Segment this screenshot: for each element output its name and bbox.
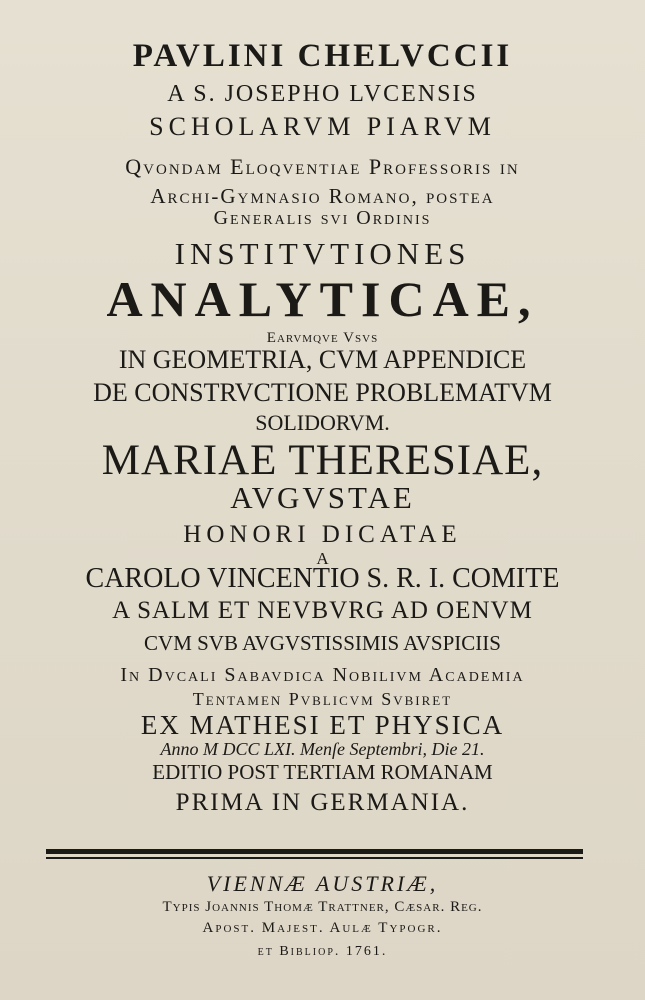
author-description-line: Qvondam Eloqventiae Professoris in bbox=[125, 154, 520, 179]
dedicatee-title: AVGVSTAE bbox=[230, 480, 415, 515]
dedication-line: In Dvcali Sabavdica Nobilivm Academia bbox=[120, 664, 525, 686]
dedication-line: HONORI DICATAE bbox=[183, 521, 462, 548]
book-subtitle-line: IN GEOMETRIA, CVM APPENDICE bbox=[118, 345, 527, 374]
date-line: Anno M DCC LXI. Menſe Septembri, Die 21. bbox=[160, 739, 485, 759]
author-affiliation-line: SCHOLARVM PIARVM bbox=[149, 112, 496, 141]
dedication-line: A bbox=[316, 549, 329, 568]
imprint-year: et Bibliop. 1761. bbox=[257, 944, 388, 959]
imprint-place: VIENNÆ AUSTRIÆ, bbox=[206, 871, 439, 896]
book-title-main: ANALYTICAE, bbox=[106, 271, 539, 327]
author-name: PAVLINI CHELVCCII bbox=[132, 38, 513, 74]
divider-rule-thick bbox=[46, 849, 583, 854]
imprint-printer: Apost. Majest. Aulæ Typogr. bbox=[202, 920, 443, 936]
book-subtitle-line: Earvmqve Vsvs bbox=[266, 330, 379, 346]
subject-line: EX MATHESI ET PHYSICA bbox=[140, 710, 505, 740]
book-subtitle-line: DE CONSTRVCTIONE PROBLEMATVM bbox=[93, 378, 552, 407]
author-description-line: Archi-Gymnasio Romano, postea bbox=[150, 184, 495, 208]
edition-line: EDITIO POST TERTIAM ROMANAM bbox=[152, 760, 493, 784]
dedicator-title: A SALM ET NEVBVRG AD OENVM bbox=[112, 597, 533, 624]
dedicatee-name: MARIAE THERESIAE, bbox=[101, 437, 544, 484]
edition-line: PRIMA IN GERMANIA. bbox=[175, 789, 470, 816]
imprint-printer: Typis Joannis Thomæ Trattner, Cæsar. Reg. bbox=[162, 899, 483, 915]
dedication-line: Tentamen Pvblicvm Svbiret bbox=[192, 689, 453, 709]
book-subtitle-line: SOLIDORVM. bbox=[255, 410, 390, 435]
author-affiliation-line: A S. JOSEPHO LVCENSIS bbox=[167, 81, 478, 107]
author-description-line: Generalis svi Ordinis bbox=[213, 207, 432, 229]
book-title-line: INSTITVTIONES bbox=[174, 236, 471, 271]
dedicator-name: CAROLO VINCENTIO S. R. I. COMITE bbox=[85, 563, 560, 594]
dedication-line: CVM SVB AVGVSTISSIMIS AVSPICIIS bbox=[144, 631, 501, 655]
divider-rule-thin bbox=[46, 857, 583, 859]
